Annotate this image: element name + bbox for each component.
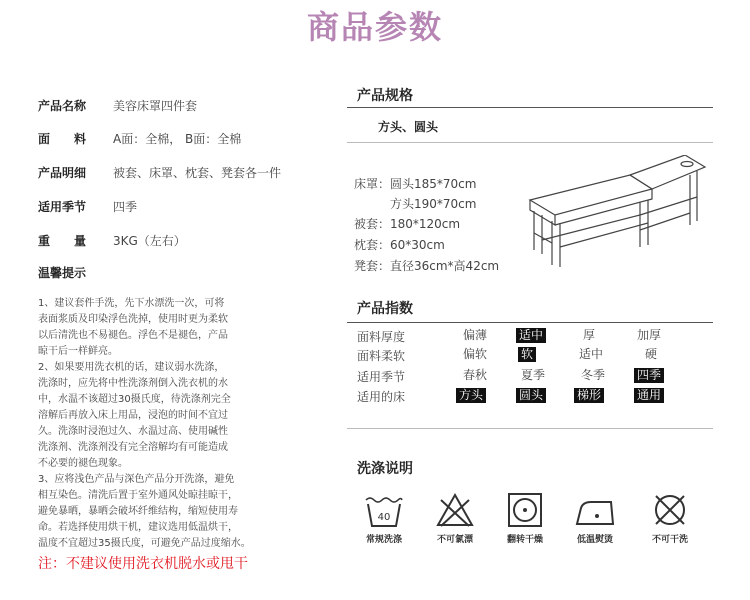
care-label: 翻转干燥 [506,535,543,545]
notes-title: 温馨提示 [38,266,87,280]
index-option: 冬季 [581,368,606,382]
spec-value: 四季 [113,200,138,214]
no-dry-clean-icon [650,492,690,528]
care-item [485,488,565,545]
notes-line: 以后清洗也不易褪色。浮色不是褪色，产品 [38,330,228,341]
index-option: 偏薄 [463,328,488,342]
size-line: 凳套：直径36cm*高42cm [354,259,500,273]
care-section-title: 洗涤说明 [357,461,413,477]
index-row-label: 面料柔软 [357,349,406,363]
index-section-title: 产品指数 [357,301,413,317]
divider [347,107,713,108]
spec-value: 美容床罩四件套 [113,99,198,113]
index-row-label: 适用的床 [357,390,406,404]
notes-line: 中，水温不该超过30摄氏度，待洗涤剂完全 [38,394,231,405]
spec-value: 被套、床罩、枕套、凳套各一件 [113,166,282,180]
index-option-selected: 圆头 [516,388,546,403]
care-label: 不可干洗 [651,535,688,545]
notes-line: 相互染色。清洗后置于室外通风处晾挂晾干， [38,490,238,501]
care-notes [38,296,270,552]
spec-label: 产品名称 [38,99,87,113]
page-title: 商品参数 [306,8,443,46]
index-option: 夏季 [521,368,546,382]
index-option-selected: 软 [518,347,536,362]
notes-line: 洗涤时，应先将中性洗涤剂倒入洗衣机的水 [38,378,228,389]
spec-label: 面 料 [38,132,87,146]
care-label: 低温熨烫 [576,535,613,545]
spec-label: 重 量 [38,234,87,248]
notes-line: 晾干后一样鲜亮。 [38,346,118,357]
index-row-label: 适用季节 [357,370,406,384]
tumble-dry-icon [505,492,545,528]
size-line: 被套：180*120cm [354,217,461,231]
beauty-bed-illustration [520,155,710,270]
index-option: 硬 [645,347,658,361]
spec-section-title: 产品规格 [357,88,413,104]
spec-value: 3KG（左右） [113,234,186,248]
index-option: 偏软 [463,347,488,361]
care-item [415,488,495,545]
index-option: 适中 [579,347,604,361]
index-row-label: 面料厚度 [357,330,406,344]
notes-line: 命。若选择使用烘干机，建议选用低温烘干， [38,522,238,533]
notes-line: 溶解后再放入床上用品，浸泡的时间不宜过 [38,410,228,421]
divider [347,428,713,429]
notes-line: 2、如果要用洗衣机的话，建议弱水洗涤， [38,362,225,373]
notes-line: 避免暴晒，暴晒会破坏纤维结构，缩短使用寿 [38,506,238,517]
index-option: 加厚 [637,328,662,342]
spec-value: A面：全棉， B面：全棉 [113,132,242,146]
notes-line: 1、建议套件手洗，先下水漂洗一次，可将 [38,298,225,309]
notes-line: 3、应将浅色产品与深色产品分开洗涤，避免 [38,474,235,485]
no-bleach-icon [435,492,475,528]
index-option: 春秋 [463,368,488,382]
notes-line: 洗涤剂、洗涤剂没有完全溶解均有可能造成 [38,442,228,453]
index-option-selected: 梯形 [574,388,604,403]
notes-line: 表面浆质及印染浮色洗掉，使用时更为柔软 [38,314,228,325]
care-item [344,488,424,545]
spec-label: 适用季节 [38,200,87,214]
size-line: 方头190*70cm [390,197,477,211]
index-option: 厚 [583,328,596,342]
divider [347,322,713,323]
spec-subhead: 方头、圆头 [378,120,439,134]
low-iron-icon [573,498,617,528]
care-item [630,488,710,545]
care-label: 常规洗涤 [365,535,402,545]
index-option-selected: 方头 [456,388,486,403]
care-item [555,488,635,545]
care-label: 不可氯漂 [436,535,473,545]
notes-line: 不必要的褪色现象。 [38,458,128,469]
wash-temp: 40 [377,512,391,523]
notes-line: 久。洗涤时浸泡过久、水温过高、使用碱性 [38,426,228,437]
index-option-selected: 适中 [516,328,546,343]
size-line: 床罩：圆头185*70cm [354,177,477,191]
spec-label: 产品明细 [38,166,87,180]
index-option-selected: 四季 [634,368,664,383]
index-option-selected: 通用 [634,388,664,403]
warning-text: 注：不建议使用洗衣机脱水或甩干 [38,556,248,572]
wash-40-icon [364,494,404,528]
divider [347,142,713,143]
size-line: 枕套：60*30cm [354,238,445,252]
notes-line: 温度不宜超过35摄氏度，可避免产品过度缩水。 [38,538,251,549]
